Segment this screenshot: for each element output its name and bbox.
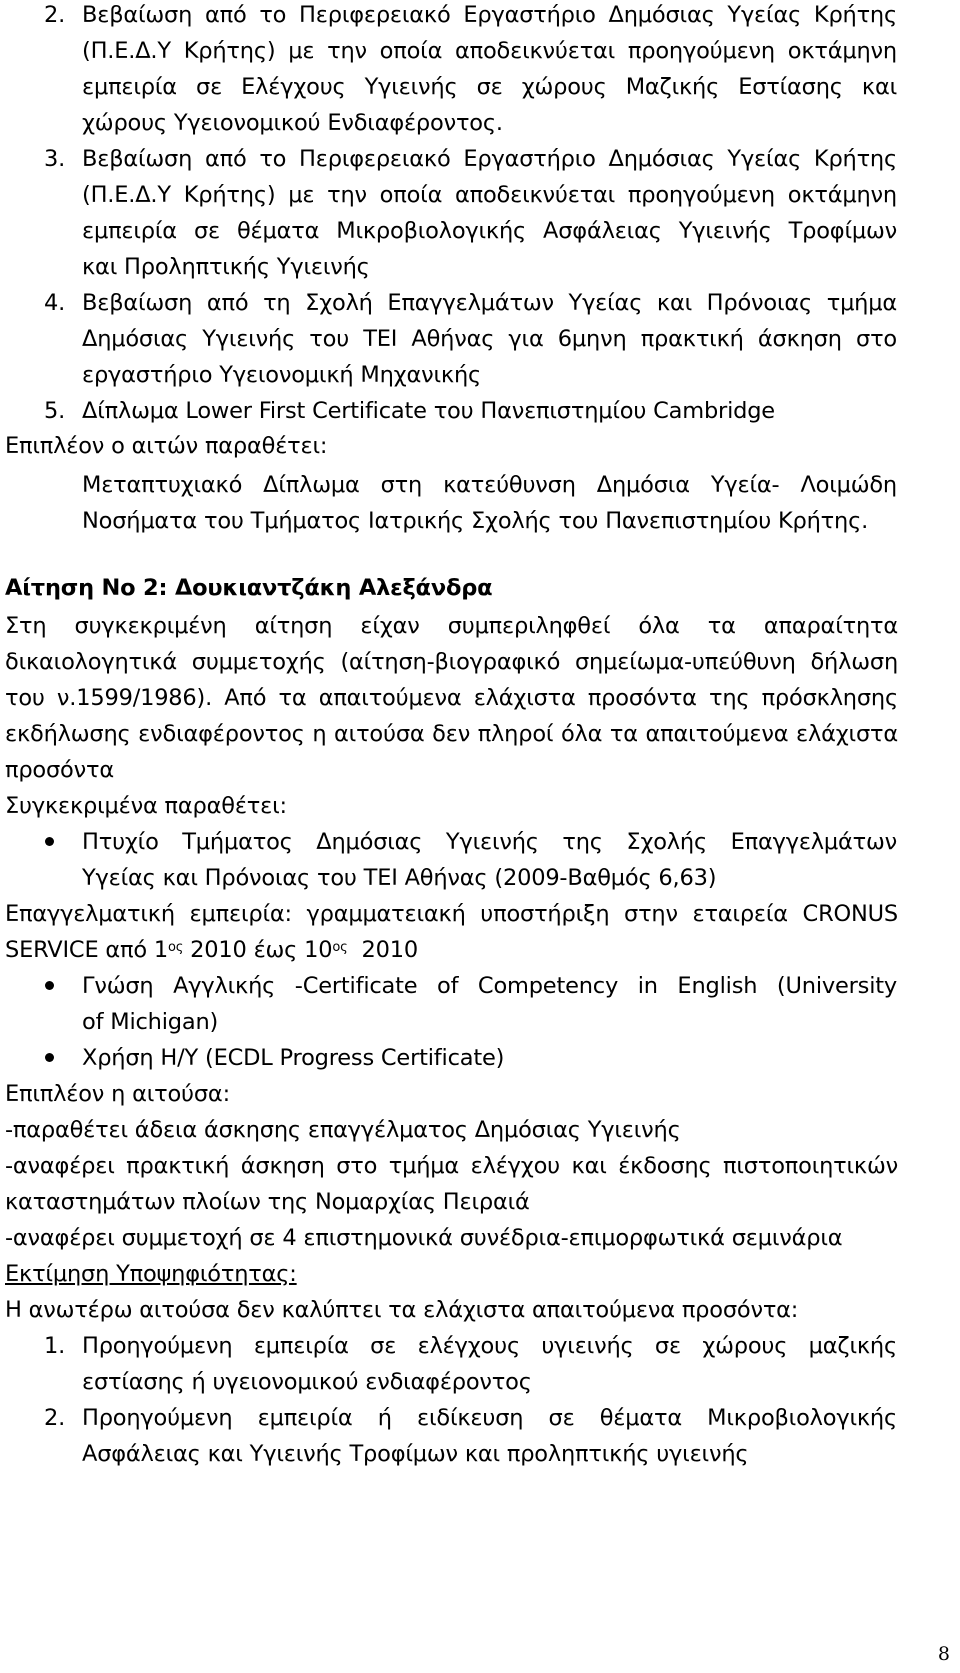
list-item-line: Βεβαίωση από τη Σχολή Επαγγελμάτων Υγείας και Πρόνοιας τμήμα [82, 290, 897, 316]
list-item-line: Βεβαίωση από το Περιφερειακό Εργαστήριο Δημόσιας Υγείας Κρήτης [82, 146, 897, 172]
list-item-line: εμπειρία σε θέματα Μικροβιολογικής Ασφάλειας Υγιεινής Τροφίμων [82, 218, 897, 244]
paragraph-line: Μεταπτυχιακό Δίπλωμα στη κατεύθυνση Δημόσια Υγεία- Λοιμώδη [82, 472, 897, 498]
paragraph-line: Συγκεκριμένα παραθέτει: [5, 793, 287, 819]
bullet-icon [45, 981, 54, 990]
application-heading: Αίτηση Νο 2: Δουκιαντζάκη Αλεξάνδρα [5, 575, 493, 601]
paragraph-line: -αναφέρει πρακτική άσκηση στο τμήμα ελέγχου και έκδοσης πιστοποιητικών [5, 1153, 898, 1179]
list-number: 1. [44, 1333, 66, 1359]
paragraph-line: Νοσήματα του Τμήματος Ιατρικής Σχολής του Πανεπιστημίου Κρήτης. [82, 508, 869, 534]
experience-text: 2010 έως 10 [183, 937, 333, 963]
paragraph-line: εκδήλωσης ενδιαφέροντος η αιτούσα δεν πληροί όλα τα απαιτούμενα ελάχιστα [5, 721, 898, 747]
list-item-line: εργαστήριο Υγειονομική Μηχανικής [82, 362, 482, 388]
bullet-item-line: of Michigan) [82, 1009, 219, 1035]
bullet-item-line: Πτυχίο Τμήματος Δημόσιας Υγιεινής της Σχολής Επαγγελμάτων [82, 829, 897, 855]
list-item-line: Ασφάλειας και Υγιεινής Τροφίμων και προληπτικής υγιεινής [82, 1441, 749, 1467]
paragraph-line: προσόντα [5, 757, 114, 783]
ordinal-suffix: ος [168, 940, 184, 955]
paragraph-line: του ν.1599/1986). Από τα απαιτούμενα ελάχιστα προσόντα της πρόσκλησης [5, 685, 898, 711]
list-number: 5. [44, 398, 66, 424]
bullet-item-line: Χρήση Η/Υ (ECDL Progress Certificate) [82, 1045, 505, 1071]
paragraph-line: Η ανωτέρω αιτούσα δεν καλύπτει τα ελάχιστα απαιτούμενα προσόντα: [5, 1297, 799, 1323]
bullet-icon [45, 1053, 54, 1062]
list-item-line: εμπειρία σε Ελέγχους Υγιεινής σε χώρους Μαζικής Εστίασης και [82, 74, 897, 100]
list-item-line: Προηγούμενη εμπειρία ή ειδίκευση σε θέματα Μικροβιολογικής [82, 1405, 897, 1431]
paragraph-line: Επιπλέον ο αιτών παραθέτει: [5, 433, 328, 459]
list-item-line: (Π.Ε.Δ.Υ Κρήτης) με την οποία αποδεικνύεται προηγούμενη οκτάμηνη [82, 38, 897, 64]
experience-text: 2010 [347, 937, 418, 963]
list-number: 2. [44, 1405, 66, 1431]
list-item-line: εστίασης ή υγειονομικού ενδιαφέροντος [82, 1369, 532, 1395]
paragraph-line: Επιπλέον η αιτούσα: [5, 1081, 230, 1107]
list-item-line: (Π.Ε.Δ.Υ Κρήτης) με την οποία αποδεικνύεται προηγούμενη οκτάμηνη [82, 182, 897, 208]
list-item-line: Δίπλωμα Lower First Certificate του Πανεπιστημίου Cambridge [82, 398, 775, 424]
bullet-icon [45, 837, 54, 846]
list-number: 4. [44, 290, 66, 316]
paragraph-line: καταστημάτων πλοίων της Νομαρχίας Πειραιά [5, 1189, 530, 1215]
paragraph-line: Επαγγελματική εμπειρία: γραμματειακή υποστήριξη στην εταιρεία CRONUS [5, 901, 898, 927]
list-item-line: Προηγούμενη εμπειρία σε ελέγχους υγιεινής σε χώρους μαζικής [82, 1333, 897, 1359]
page-number: 8 [937, 1643, 950, 1665]
paragraph-line: Στη συγκεκριμένη αίτηση είχαν συμπεριληφθεί όλα τα απαραίτητα [5, 613, 898, 639]
list-number: 2. [44, 2, 66, 28]
paragraph-line [5, 935, 418, 965]
bullet-item-line: Υγείας και Πρόνοιας του ΤΕΙ Αθήνας (2009-Βαθμός 6,63) [82, 865, 717, 891]
experience-text: SERVICE από 1 [5, 937, 169, 963]
list-item-line: χώρους Υγειονομικού Ενδιαφέροντος. [82, 110, 503, 136]
bullet-item-line: Γνώση Αγγλικής -Certificate of Competency in English (University [82, 973, 897, 999]
list-item-line: Βεβαίωση από το Περιφερειακό Εργαστήριο Δημόσιας Υγείας Κρήτης [82, 2, 897, 28]
paragraph-line: -αναφέρει συμμετοχή σε 4 επιστημονικά συνέδρια-επιμορφωτικά σεμινάρια [5, 1225, 843, 1251]
list-number: 3. [44, 146, 66, 172]
paragraph-line: -παραθέτει άδεια άσκησης επαγγέλματος Δημόσιας Υγιεινής [5, 1117, 681, 1143]
list-item-line: Δημόσιας Υγιεινής του ΤΕΙ Αθήνας για 6μηνη πρακτική άσκηση στο [82, 326, 897, 352]
ordinal-suffix: ος [332, 940, 348, 955]
list-item-line: και Προληπτικής Υγιεινής [82, 254, 370, 280]
paragraph-line: δικαιολογητικά συμμετοχής (αίτηση-βιογραφικό σημείωμα-υπεύθυνη δήλωση [5, 649, 898, 675]
assessment-heading: Εκτίμηση Υποψηφιότητας: [5, 1261, 297, 1287]
